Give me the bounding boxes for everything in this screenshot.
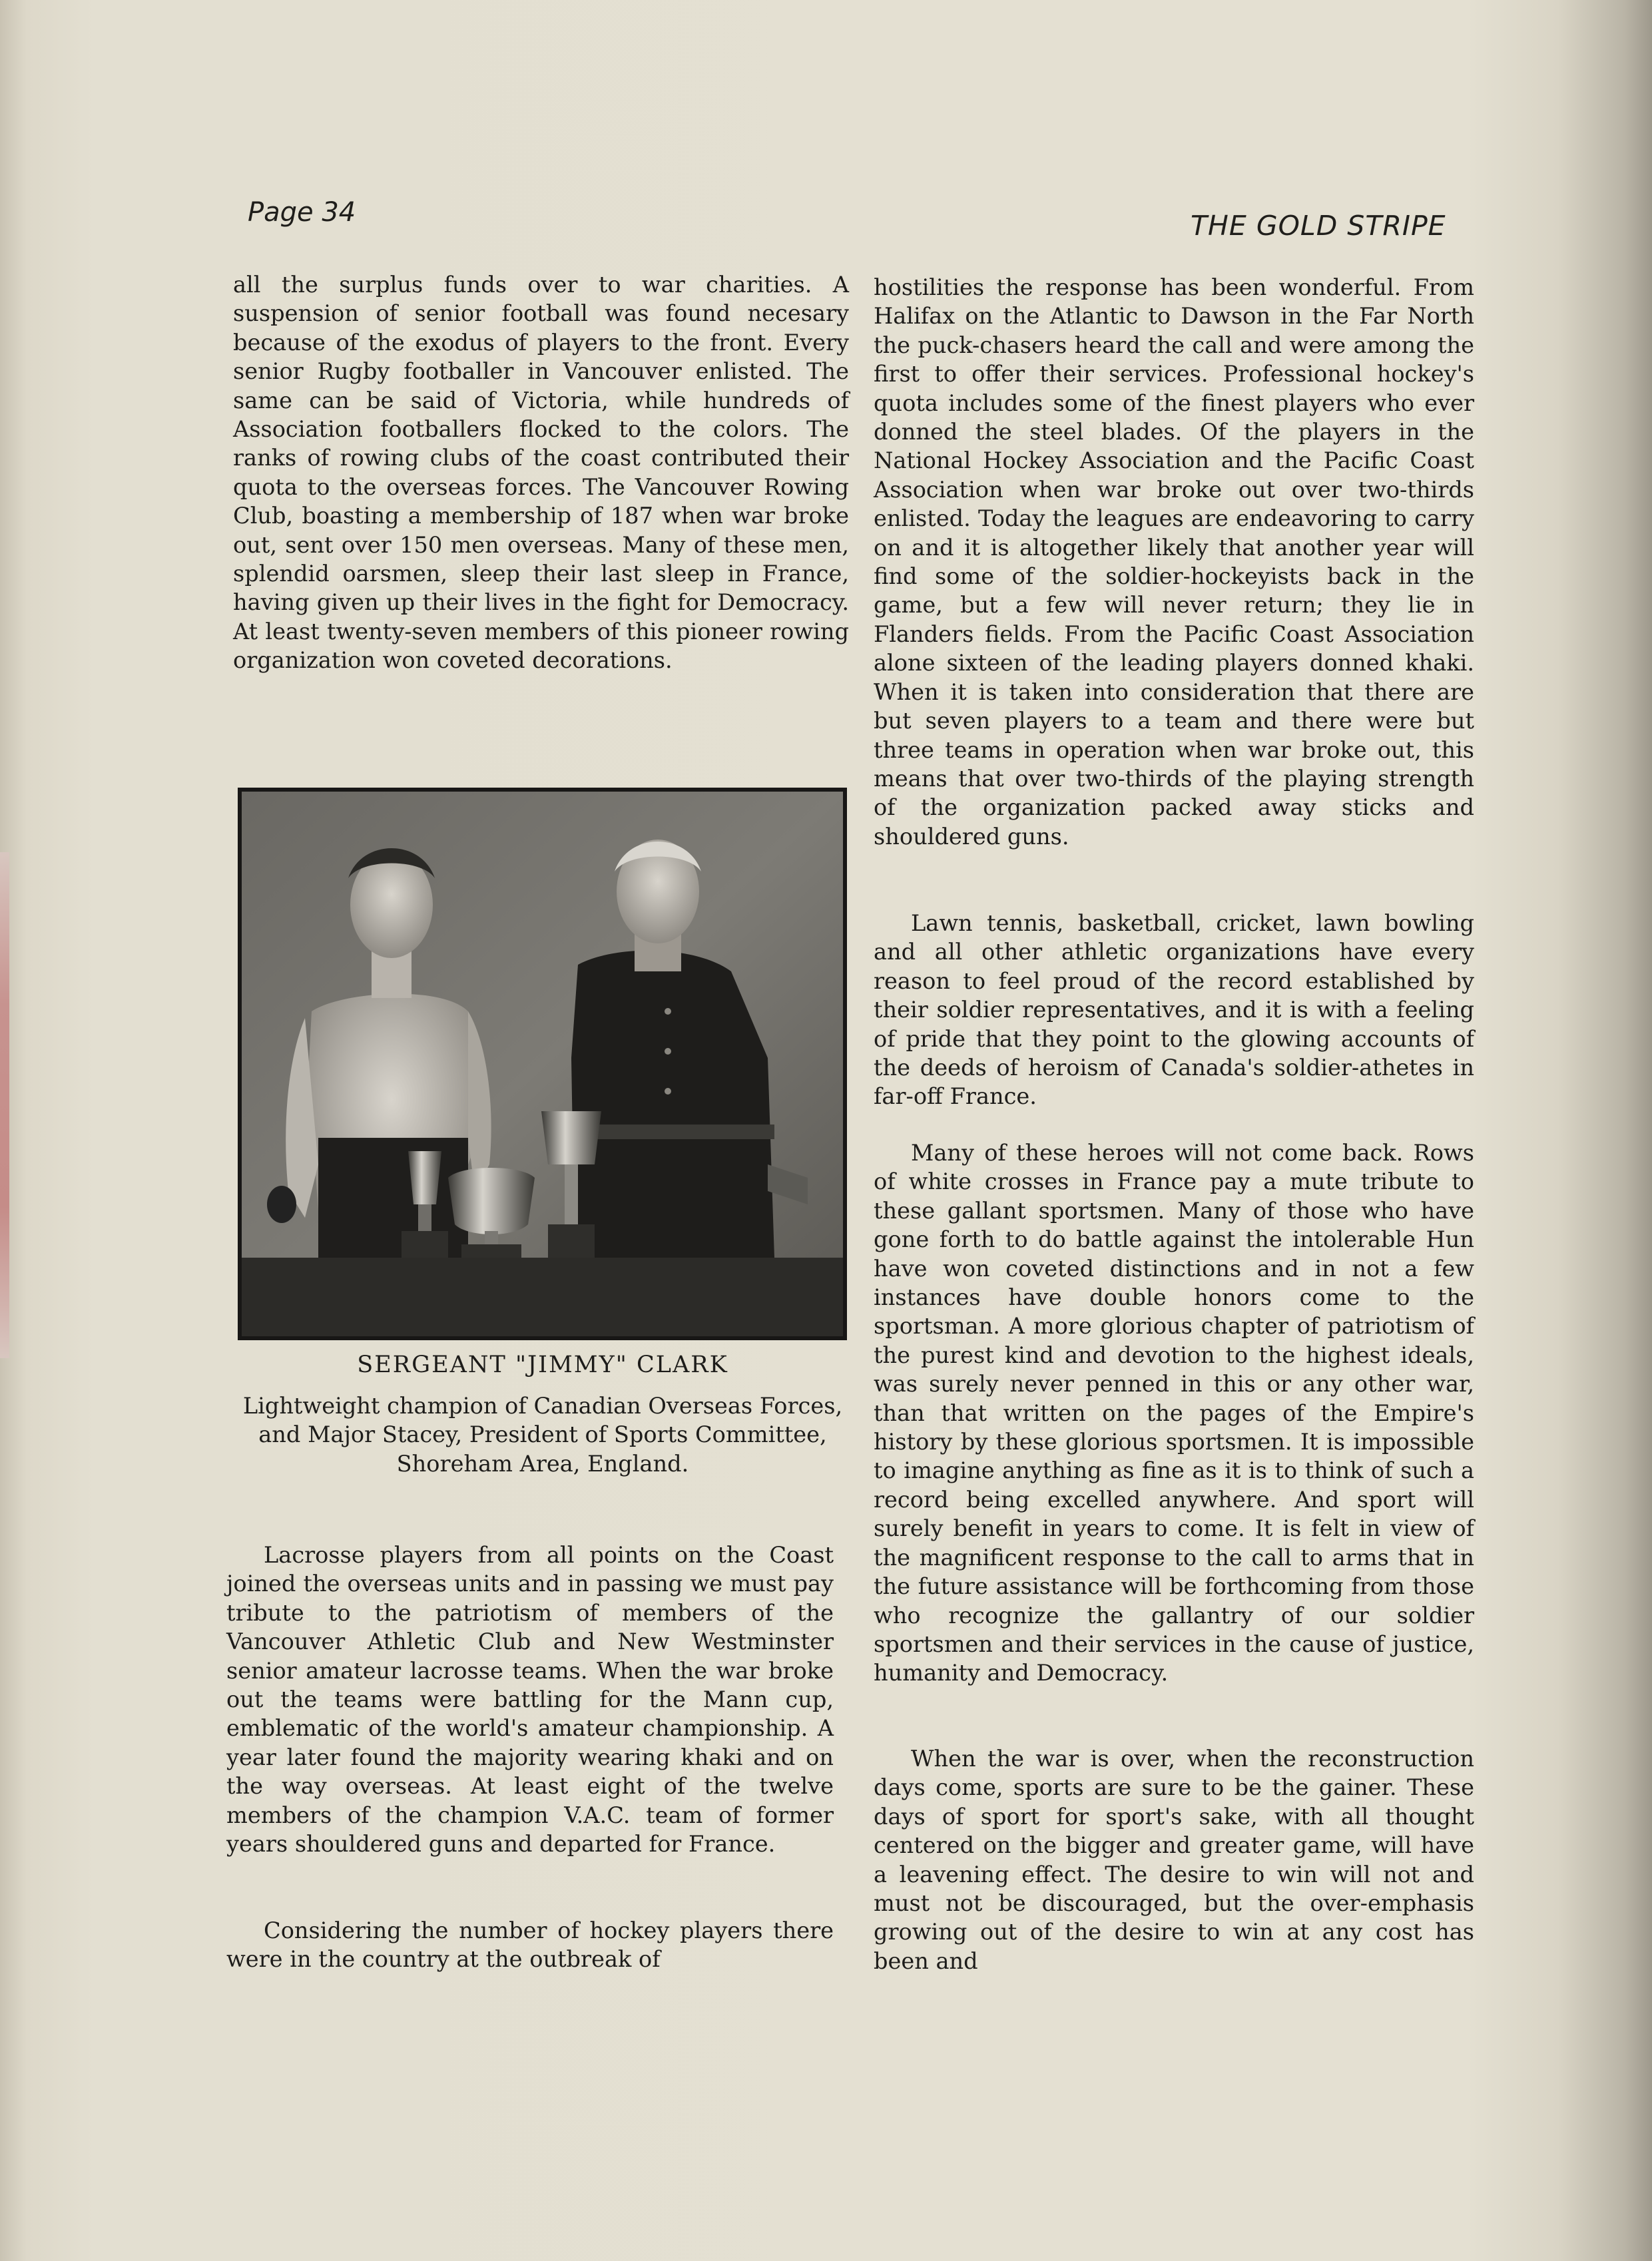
page-edge — [0, 852, 9, 1358]
right-paragraph-3: Many of these heroes will not come back. Rows of white crosses in France pay a mute tribute to these gallant sportsmen. Many of those who have gone forth to do battle against the intolerable Hun have won coveted distinctions and in not a few instances have double honors come to the sportsman. A more glorious chapter of patriotism of the purest kind and devotion to the highest ideals, was surely never penned in this or any other war, than that written on the pages of the Empire's history by these glorious sportsmen. It is impossible to imagine anything as fine as it is to think of such a record being excelled anywhere. And sport will surely benefit in years to come. It is felt in view of the magnificent response to the call to arms that in the future assistance will be forthcoming from those who recognize the gallantry of our soldier sportsmen and their services in the cause of justice, humanity and Democracy. — [874, 1140, 1474, 1686]
right-paragraph-1: hostilities the response has been wonderful. From Halifax on the Atlantic to Dawson in the Far North the puck-chasers heard the call and were among the first to offer their services. Professional hockey's quota includes some of the finest players who ever donned the steel blades. Of the players in the National Hockey Association and the Pacific Coast Association when war broke out over two-thirds enlisted. Today the leagues are endeavoring to carry on and it is altogether likely that another year will find some of the soldier-hockeyists back in the game, but a few will never return; they lie in Flanders fields. From the Pacific Coast Association alone sixteen of the leading players donned khaki. When it is taken into consideration that there are but seven players to a team and there were but three teams in operation when war broke out, this means that over two-thirds of the playing strength of the organization packed away sticks and shouldered guns. — [874, 274, 1474, 850]
right-paragraph-4: When the war is over, when the reconstruction days come, sports are sure to be the gainer. These days of sport for sport's sake, with all thought centered on the bigger and greater game, will have a leavening effect. The desire to win will not and must not be discouraged, but the over-emphasis growing out of the desire to win at any cost has been and — [874, 1746, 1474, 1974]
left-paragraph-1: all the surplus funds over to war charities. A suspension of senior football was found necesary because of the exodus of players to the front. Every senior Rugby footballer in Vancouver enlisted. The same can be said of Victoria, while hundreds of Association footballers flocked to the colors. The ranks of rowing clubs of the coast contributed their quota to the overseas forces. The Vancouver Rowing Club, boasting a membership of 187 when war broke out, sent over 150 men overseas. Many of these men, splendid oarsmen, sleep their last sleep in France, having given up their lives in the fight for Democracy. At least twenty-seven members of this pioneer rowing organization won coveted decorations. — [233, 272, 849, 674]
photo-image — [242, 792, 843, 1336]
photo-caption-title: SERGEANT "JIMMY" CLARK — [357, 1352, 728, 1378]
page-number: Page 34 — [248, 197, 356, 228]
left-paragraph-2: Lacrosse players from all points on the Coast joined the overseas units and in passing we must pay tribute to the patriotism of members of the Vancouver Athletic Club and New Westminster senior amateur lacrosse teams. When the war broke out the teams were battling for the Mann cup, emblematic of the world's amateur championship. A year later found the majority wearing khaki and on the way overseas. At least eight of the twelve members of the champion V.A.C. team of former years shouldered guns and departed for France. — [226, 1542, 834, 1858]
left-paragraph-3: Considering the number of hockey players there were in the country at the outbreak of — [226, 1917, 834, 1973]
photo — [238, 788, 847, 1340]
photo-caption-text: Lightweight champion of Canadian Overseas Forces, and Major Stacey, President of Sports Committee, Shoreham Area, England. — [242, 1393, 843, 1477]
publication-title: THE GOLD STRIPE — [1191, 210, 1446, 242]
right-paragraph-2: Lawn tennis, basketball, cricket, lawn bowling and all other athletic organizations have every reason to feel proud of the record established by their soldier representatives, and it is with a feeling of pride that they point to the glowing accounts of the deeds of heroism of Canada's soldier-athetes in far-off France. — [874, 910, 1474, 1110]
